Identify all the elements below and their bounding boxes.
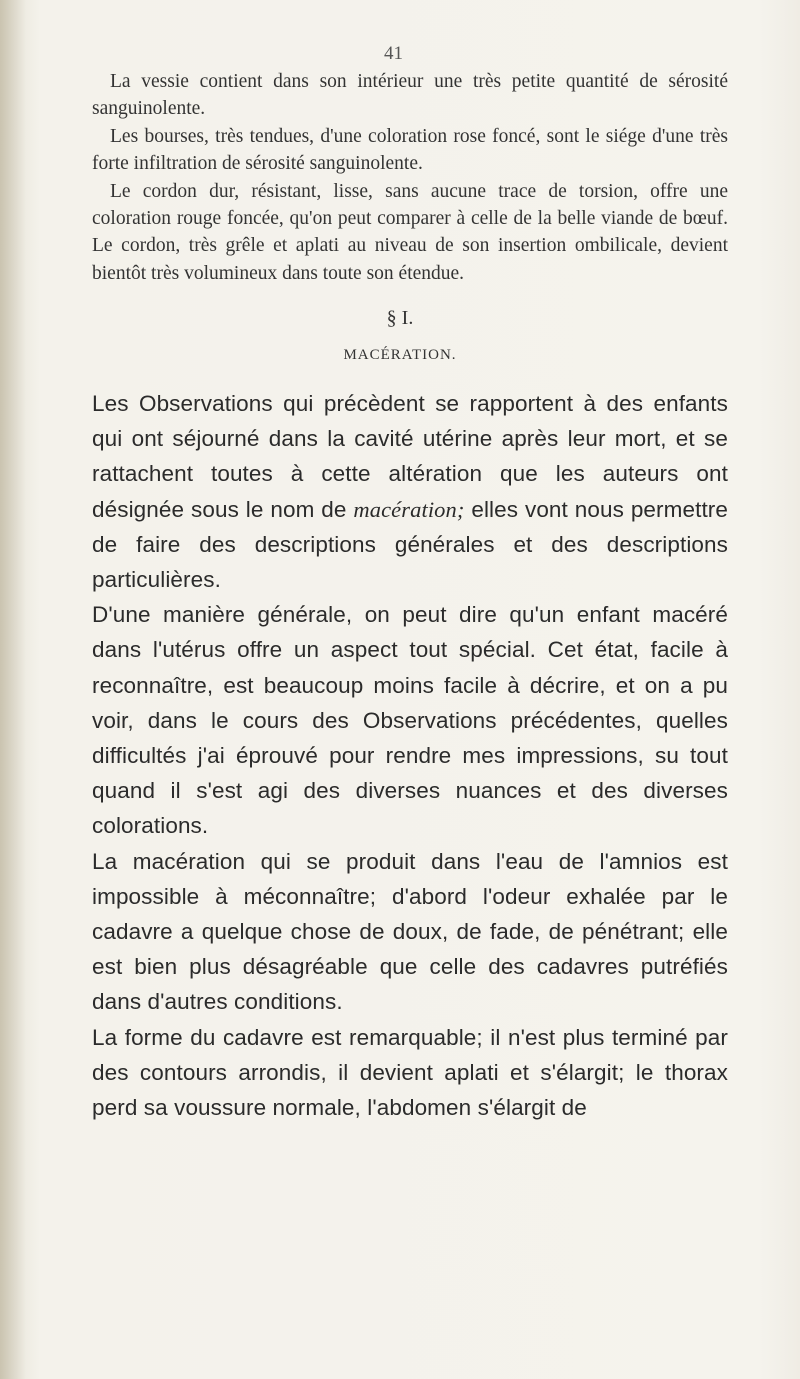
paragraph-observations-end: elles vont nous permettre de faire des descriptions générales et des descriptions particulières. <box>92 496 728 593</box>
paragraph-cordon: Le cordon dur, résistant, lisse, sans aucune trace de torsion, offre une coloration rouge foncée, qu'on peut comparer à celle de la belle viande de bœuf. Le cordon, très grêle et aplati au niveau de son insertion ombilicale, devient bientôt très volumineux dans toute son étendue. <box>92 180 728 284</box>
paragraph-bourses: Les bourses, très tendues, d'une coloration rose foncé, sont le siége d'une très forte infiltration de sérosité sanguinolente. <box>92 125 728 175</box>
lower-text-block <box>92 386 728 1125</box>
binding-shadow <box>0 0 26 1379</box>
paragraph-observations <box>92 386 728 597</box>
paragraph-vessie: La vessie contient dans son intérieur une très petite quantité de sérosité sanguinolente. <box>92 71 728 120</box>
paragraph-maniere-generale: D'une manière générale, on peut dire qu'un enfant macéré dans l'utérus offre un aspect tout spécial. Cet état, facile à reconnaître, est beaucoup moins facile à décrire, et on a pu voir, dans le cours des Observations précédentes, quelles difficultés j'ai éprouvé pour rendre mes impressions, su tout quand il s'est agi des diverses nuances et des diverses colorations. <box>92 602 728 839</box>
paragraph-forme-cadavre: La forme du cadavre est remarquable; il n'est plus terminé par des contours arrondis, il devient aplati et s'élargit; le thorax perd sa voussure normale, l'abdomen s'élargit de <box>92 1024 728 1121</box>
emphasis-maceration: macération; <box>353 496 465 522</box>
paragraph-observations-start: Les Observations qui précèdent se rapportent à des enfants qui ont séjourné dans la cavité utérine après leur mort, et se rattachent toutes à cette altération que les auteurs ont désignée sous le nom de <box>92 391 728 522</box>
page-number: 41 <box>384 43 403 64</box>
upper-text-block <box>92 68 728 287</box>
paragraph-maceration-amnios: La macération qui se produit dans l'eau de l'amnios est impossible à méconnaître; d'abord l'odeur exhalée par le cadavre a quelque chose de doux, de fade, de pénétrant; elle est bien plus désagréable que celle des cadavres putréfiés dans d'autres conditions. <box>92 848 728 1015</box>
section-mark: § I. <box>386 307 414 329</box>
section-title: MACÉRATION. <box>343 347 457 363</box>
